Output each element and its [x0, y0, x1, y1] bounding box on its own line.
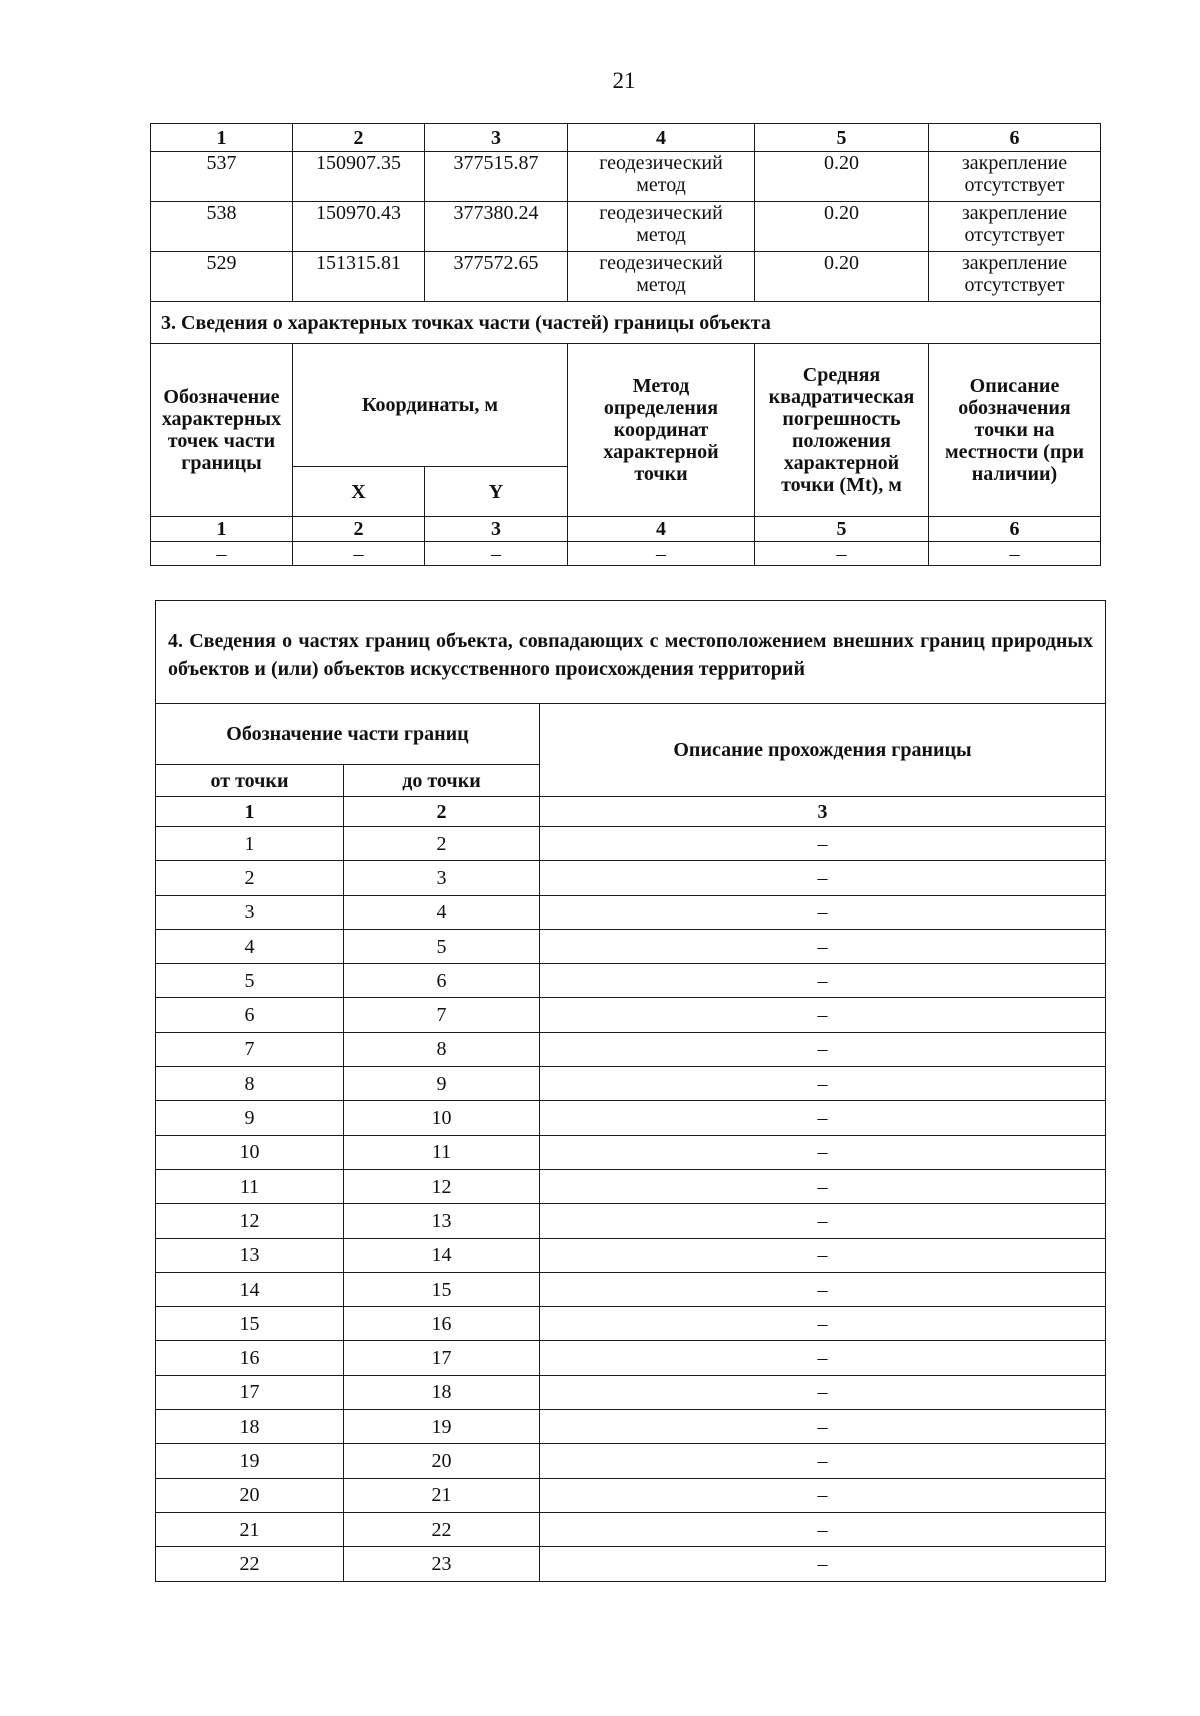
table-row [156, 1101, 1106, 1135]
description-header-line: обозначения [958, 397, 1071, 419]
description-header-line: точки на [974, 419, 1055, 441]
designation-header-line: характерных [161, 408, 282, 430]
empty-cell: – [755, 542, 929, 566]
accuracy-cell: 0.20 [755, 152, 929, 202]
designation-header-line: Обозначение [163, 386, 280, 408]
from-point-cell: 13 [156, 1238, 344, 1272]
to-point-cell: 12 [344, 1169, 540, 1203]
boundary-description-cell: – [540, 1410, 1106, 1444]
x-coordinate-cell: 150970.43 [293, 202, 425, 252]
boundary-description-cell: – [540, 1101, 1106, 1135]
description-header-line: местности (при [944, 441, 1085, 463]
table-row [156, 1410, 1106, 1444]
method-cell [568, 152, 755, 202]
description-header-line: наличии) [971, 463, 1058, 485]
from-point-cell: 17 [156, 1375, 344, 1409]
column-number: 2 [293, 517, 425, 542]
description-cell [929, 252, 1101, 302]
from-point-cell: 19 [156, 1444, 344, 1478]
table1-col-number: 6 [929, 124, 1101, 152]
description-cell [929, 202, 1101, 252]
from-point-cell: 12 [156, 1204, 344, 1238]
section-3-title-row [151, 302, 1101, 344]
table-row [156, 1204, 1106, 1238]
boundary-part-header: Обозначение части границ [156, 704, 540, 765]
to-point-cell: 2 [344, 827, 540, 861]
boundary-description-cell: – [540, 1444, 1106, 1478]
from-point-cell: 14 [156, 1272, 344, 1306]
to-point-cell: 21 [344, 1478, 540, 1512]
point-cell: 537 [151, 152, 293, 202]
accuracy-header-line: квадратическая [768, 386, 915, 408]
column-number: 3 [425, 517, 568, 542]
column-number: 5 [755, 517, 929, 542]
accuracy-header-line: погрешность [782, 408, 901, 430]
to-point-cell: 4 [344, 895, 540, 929]
to-point-cell: 22 [344, 1512, 540, 1546]
table1-col-number: 2 [293, 124, 425, 152]
to-point-cell: 15 [344, 1272, 540, 1306]
to-point-cell: 19 [344, 1410, 540, 1444]
boundary-description-cell: – [540, 1032, 1106, 1066]
method-header-line: координат [613, 419, 709, 441]
boundary-description-cell: – [540, 1169, 1106, 1203]
boundary-description-cell: – [540, 895, 1106, 929]
column-number: 4 [568, 517, 755, 542]
to-point-cell: 18 [344, 1375, 540, 1409]
method-header-line: Метод [632, 375, 690, 397]
method-line: геодезический [599, 252, 723, 274]
from-point-cell: 11 [156, 1169, 344, 1203]
section-4-title-row [156, 601, 1106, 704]
x-header: X [293, 467, 425, 517]
table1-col-number: 4 [568, 124, 755, 152]
to-point-cell: 23 [344, 1547, 540, 1581]
from-point-cell: 9 [156, 1101, 344, 1135]
empty-cell: – [425, 542, 568, 566]
accuracy-header-line: точки (Mt), м [781, 474, 902, 496]
method-header-line: характерной [603, 441, 719, 463]
x-coordinate-cell: 151315.81 [293, 252, 425, 302]
accuracy-header [755, 344, 929, 517]
from-point-cell: 4 [156, 929, 344, 963]
from-point-cell: 3 [156, 895, 344, 929]
table-row [156, 1135, 1106, 1169]
coordinates-header: Координаты, м [293, 344, 568, 467]
table-row [151, 202, 1101, 252]
column-number: 1 [156, 797, 344, 827]
y-coordinate-cell: 377380.24 [425, 202, 568, 252]
method-header-line: определения [603, 397, 719, 419]
column-number: 1 [151, 517, 293, 542]
table-row [156, 1169, 1106, 1203]
designation-header-line: границы [181, 452, 262, 474]
accuracy-cell: 0.20 [755, 202, 929, 252]
table-row [156, 1307, 1106, 1341]
method-line: метод [636, 274, 686, 296]
section-4-title: 4. Сведения о частях границ объекта, совпадающих с местоположением внешних границ природных объектов и (или) объектов искусственного происхождения территорий [156, 601, 1106, 704]
section-4-header-row [156, 704, 1106, 765]
y-coordinate-cell: 377515.87 [425, 152, 568, 202]
description-line: закрепление [961, 202, 1068, 224]
description-cell [929, 152, 1101, 202]
section-3-header-row [151, 344, 1101, 467]
accuracy-header-line: положения [792, 430, 891, 452]
empty-cell: – [151, 542, 293, 566]
table-row [156, 827, 1106, 861]
from-point-cell: 2 [156, 861, 344, 895]
description-line: отсутствует [964, 274, 1065, 296]
to-point-cell: 14 [344, 1238, 540, 1272]
description-line: закрепление [961, 152, 1068, 174]
accuracy-header-line: характерной [783, 452, 900, 474]
boundary-description-cell: – [540, 861, 1106, 895]
table-row [156, 861, 1106, 895]
description-line: отсутствует [964, 224, 1065, 246]
to-point-cell: 13 [344, 1204, 540, 1238]
column-number: 6 [929, 517, 1101, 542]
to-point-cell: 11 [344, 1135, 540, 1169]
boundary-parts-body [156, 827, 1106, 1582]
table1-col-number: 3 [425, 124, 568, 152]
table1-col-number: 1 [151, 124, 293, 152]
designation-header-line: точек части [167, 430, 276, 452]
method-line: метод [636, 224, 686, 246]
from-point-cell: 16 [156, 1341, 344, 1375]
from-point-cell: 21 [156, 1512, 344, 1546]
empty-cell: – [568, 542, 755, 566]
point-cell: 538 [151, 202, 293, 252]
to-point-cell: 20 [344, 1444, 540, 1478]
method-line: геодезический [599, 152, 723, 174]
accuracy-cell: 0.20 [755, 252, 929, 302]
table-row [156, 1067, 1106, 1101]
table-row [156, 1341, 1106, 1375]
table-row [156, 1032, 1106, 1066]
to-point-header: до точки [344, 765, 540, 797]
boundary-description-cell: – [540, 1238, 1106, 1272]
table-row [156, 1375, 1106, 1409]
table-row [151, 252, 1101, 302]
y-coordinate-cell: 377572.65 [425, 252, 568, 302]
method-header-line: точки [634, 463, 688, 485]
to-point-cell: 8 [344, 1032, 540, 1066]
to-point-cell: 5 [344, 929, 540, 963]
boundary-description-cell: – [540, 1341, 1106, 1375]
method-line: метод [636, 174, 686, 196]
boundary-description-cell: – [540, 1547, 1106, 1581]
boundary-description-cell: – [540, 964, 1106, 998]
from-point-cell: 22 [156, 1547, 344, 1581]
table-row [156, 1444, 1106, 1478]
table-row [156, 1478, 1106, 1512]
from-point-cell: 6 [156, 998, 344, 1032]
column-number: 3 [540, 797, 1106, 827]
to-point-cell: 9 [344, 1067, 540, 1101]
boundary-description-cell: – [540, 1512, 1106, 1546]
empty-cell: – [929, 542, 1101, 566]
to-point-cell: 10 [344, 1101, 540, 1135]
section-3-number-row [151, 517, 1101, 542]
boundary-description-cell: – [540, 1204, 1106, 1238]
column-number: 2 [344, 797, 540, 827]
table-row [156, 1547, 1106, 1581]
boundary-description-cell: – [540, 1067, 1106, 1101]
table-row [156, 895, 1106, 929]
boundary-description-cell: – [540, 998, 1106, 1032]
from-point-cell: 20 [156, 1478, 344, 1512]
page-number: 21 [612, 68, 636, 93]
table-row [151, 152, 1101, 202]
description-header-line: Описание [969, 375, 1060, 397]
from-point-cell: 8 [156, 1067, 344, 1101]
to-point-cell: 16 [344, 1307, 540, 1341]
from-point-cell: 18 [156, 1410, 344, 1444]
method-header [568, 344, 755, 517]
section-4-number-row [156, 797, 1106, 827]
from-point-cell: 7 [156, 1032, 344, 1066]
table-row [156, 1512, 1106, 1546]
boundary-description-cell: – [540, 1272, 1106, 1306]
to-point-cell: 6 [344, 964, 540, 998]
from-point-cell: 1 [156, 827, 344, 861]
method-line: геодезический [599, 202, 723, 224]
boundary-description-cell: – [540, 1135, 1106, 1169]
table1-col-number: 5 [755, 124, 929, 152]
y-header: Y [425, 467, 568, 517]
designation-header [151, 344, 293, 517]
description-line: отсутствует [964, 174, 1065, 196]
from-point-header: от точки [156, 765, 344, 797]
to-point-cell: 7 [344, 998, 540, 1032]
boundary-description-header: Описание прохождения границы [540, 704, 1106, 797]
section-3-title: 3. Сведения о характерных точках части (частей) границы объекта [151, 302, 1101, 344]
method-cell [568, 252, 755, 302]
points-table [150, 123, 1101, 566]
boundary-description-cell: – [540, 827, 1106, 861]
table-row [151, 542, 1101, 566]
table1-header-row [151, 124, 1101, 152]
boundary-parts-table [155, 600, 1106, 1582]
table-row [156, 964, 1106, 998]
boundary-description-cell: – [540, 1307, 1106, 1341]
point-cell: 529 [151, 252, 293, 302]
description-header [929, 344, 1101, 517]
empty-cell: – [293, 542, 425, 566]
method-cell [568, 202, 755, 252]
table-row [156, 929, 1106, 963]
table-row [156, 1238, 1106, 1272]
boundary-description-cell: – [540, 1375, 1106, 1409]
table-row [156, 1272, 1106, 1306]
from-point-cell: 15 [156, 1307, 344, 1341]
boundary-description-cell: – [540, 929, 1106, 963]
to-point-cell: 3 [344, 861, 540, 895]
description-line: закрепление [961, 252, 1068, 274]
x-coordinate-cell: 150907.35 [293, 152, 425, 202]
accuracy-header-line: Средняя [802, 364, 881, 386]
from-point-cell: 10 [156, 1135, 344, 1169]
table-row [156, 998, 1106, 1032]
to-point-cell: 17 [344, 1341, 540, 1375]
boundary-description-cell: – [540, 1478, 1106, 1512]
from-point-cell: 5 [156, 964, 344, 998]
